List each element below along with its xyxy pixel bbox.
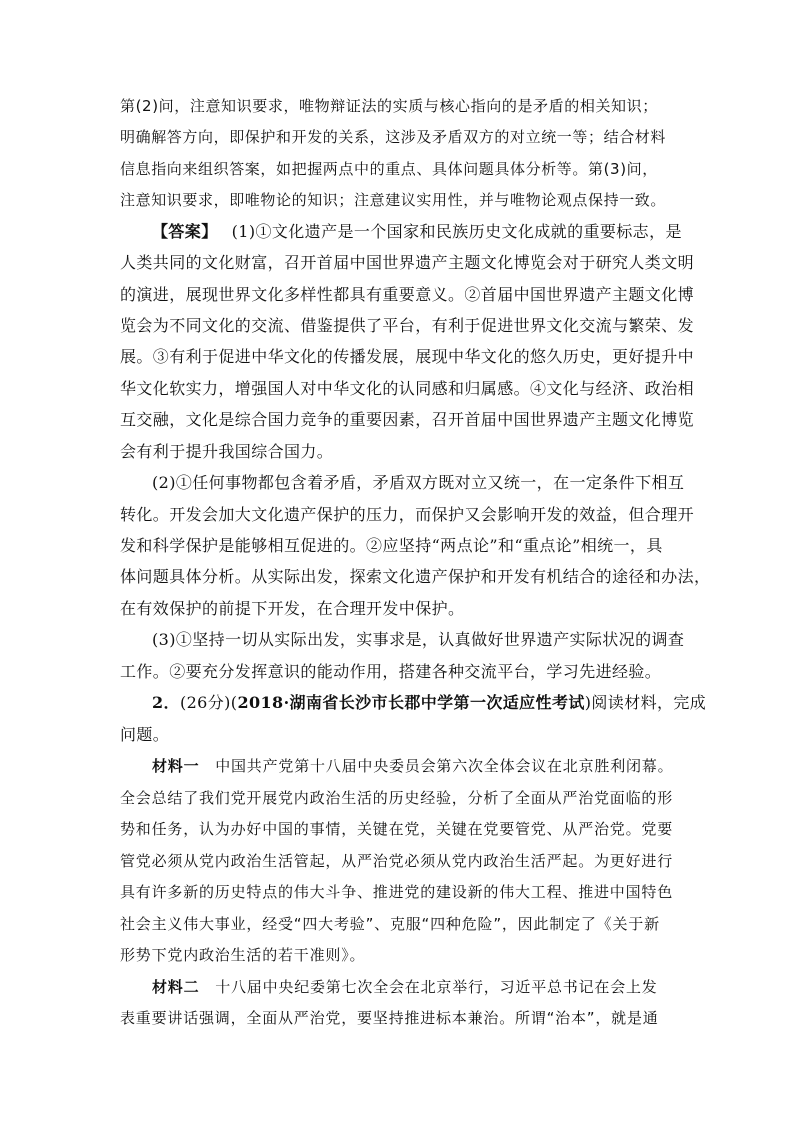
answer-label: 【答案】 (152, 222, 218, 241)
question-source: 2018·湖南省长沙市长郡中学第一次适应性考试 (237, 693, 585, 712)
explanation-line: 明确解答方向，即保护和开发的关系，这涉及矛盾双方的对立统一等；结合材料 (120, 128, 667, 146)
answer-first-line (152, 222, 682, 242)
question-score: (26分)( (179, 693, 238, 712)
material-1-line: 社会主义伟大事业，经受“四大考验”、克服“四种危险”，因此制定了《关于新 (120, 915, 660, 933)
material-2-label: 材料二 (152, 978, 200, 996)
answer-line: 华文化软实力，增强国人对中华文化的认同感和归属感。④文化与经济、政治相 (120, 379, 695, 398)
answer-line: 览会为不同文化的交流、借鉴提供了平台，有利于促进世界文化交流与繁荣、发 (120, 316, 695, 335)
explanation-line: 信息指向来组织答案，如把握两点中的重点、具体问题具体分析等。第(3)问， (120, 160, 658, 178)
answer-line: 发和科学保护是能够相互促进的。②应坚持“两点论”和“重点论”相统一，具 (120, 536, 663, 555)
material-2-start: 十八届中央纪委第七次全会在北京举行，习近平总书记在会上发 (199, 978, 658, 996)
material-1-line: 管党必须从党内政治生活管起，从严治党必须从党内政治生活严起。为更好进行 (120, 852, 674, 870)
material-2-line: 表重要讲话强调，全面从严治党，要坚持推进标本兼治。所谓“治本”，就是通 (120, 1009, 659, 1027)
answer-line: 会有利于提升我国综合国力。 (120, 442, 334, 461)
answer-part2-start: (2)①任何事物都包含着矛盾，矛盾双方既对立又统一，在一定条件下相互 (152, 473, 685, 492)
answer-line: 展。③有利于促进中华文化的传播发展，展现中华文化的悠久历史，更好提升中 (120, 347, 695, 366)
material-2-first-line (152, 977, 675, 997)
material-1-start: 中国共产党第十八届中央委员会第六次全体会议在北京胜利闭幕。 (199, 757, 674, 775)
material-1-line: 全会总结了我们党开展党内政治生活的历史经验，分析了全面从严治党面临的形 (120, 789, 674, 807)
question-prompt: )阅读材料，完成 (584, 693, 707, 712)
explanation-line: 第(2)问，注意知识要求，唯物辩证法的实质与核心指向的是矛盾的相关知识； (120, 97, 658, 115)
answer-line: 转化。开发会加大文化遗产保护的压力，而保护又会影响开发的效益，但合理开 (120, 505, 695, 524)
answer-line: 的演进，展现世界文化多样性都具有重要意义。②首届中国世界遗产主题文化博 (120, 285, 695, 304)
question-number: 2． (152, 693, 180, 712)
answer-line: 人类共同的文化财富，召开首届中国世界遗产主题文化博览会对于研究人类文明 (120, 253, 695, 272)
answer-line: 互交融，文化是综合国力竞争的重要因素，召开首届中国世界遗产主题文化博览 (120, 410, 695, 429)
answer-line: 工作。②要充分发挥意识的能动作用，搭建各种交流平台，学习先进经验。 (120, 662, 662, 681)
material-1-line: 具有许多新的历史特点的伟大斗争、推进党的建设新的伟大工程、推进中国特色 (120, 883, 674, 901)
material-1-line: 势和任务，认为办好中国的事情，关键在党，关键在党要管党、从严治党。党要 (120, 820, 674, 838)
question-2-line: 问题。 (120, 725, 170, 744)
material-1-line: 形势下党内政治生活的若干准则》。 (120, 946, 366, 964)
material-1-first-line (152, 756, 675, 776)
answer-line: 体问题具体分析。从实际出发，探索文化遗产保护和开发有机结合的途径和办法， (120, 567, 711, 586)
answer-line: 在有效保护的前提下开发，在合理开发中保护。 (120, 599, 465, 618)
explanation-line: 注意知识要求，即唯物论的知识；注意建议实用性，并与唯物论观点保持一致。 (120, 191, 667, 209)
answer-part1-start: (1)①文化遗产是一个国家和民族历史文化成就的重要标志，是 (231, 222, 682, 241)
answer-part3-start: (3)①坚持一切从实际出发，实事求是，认真做好世界遗产实际状况的调查 (152, 630, 685, 649)
material-1-label: 材料一 (152, 757, 200, 775)
question-2-heading (152, 693, 707, 713)
